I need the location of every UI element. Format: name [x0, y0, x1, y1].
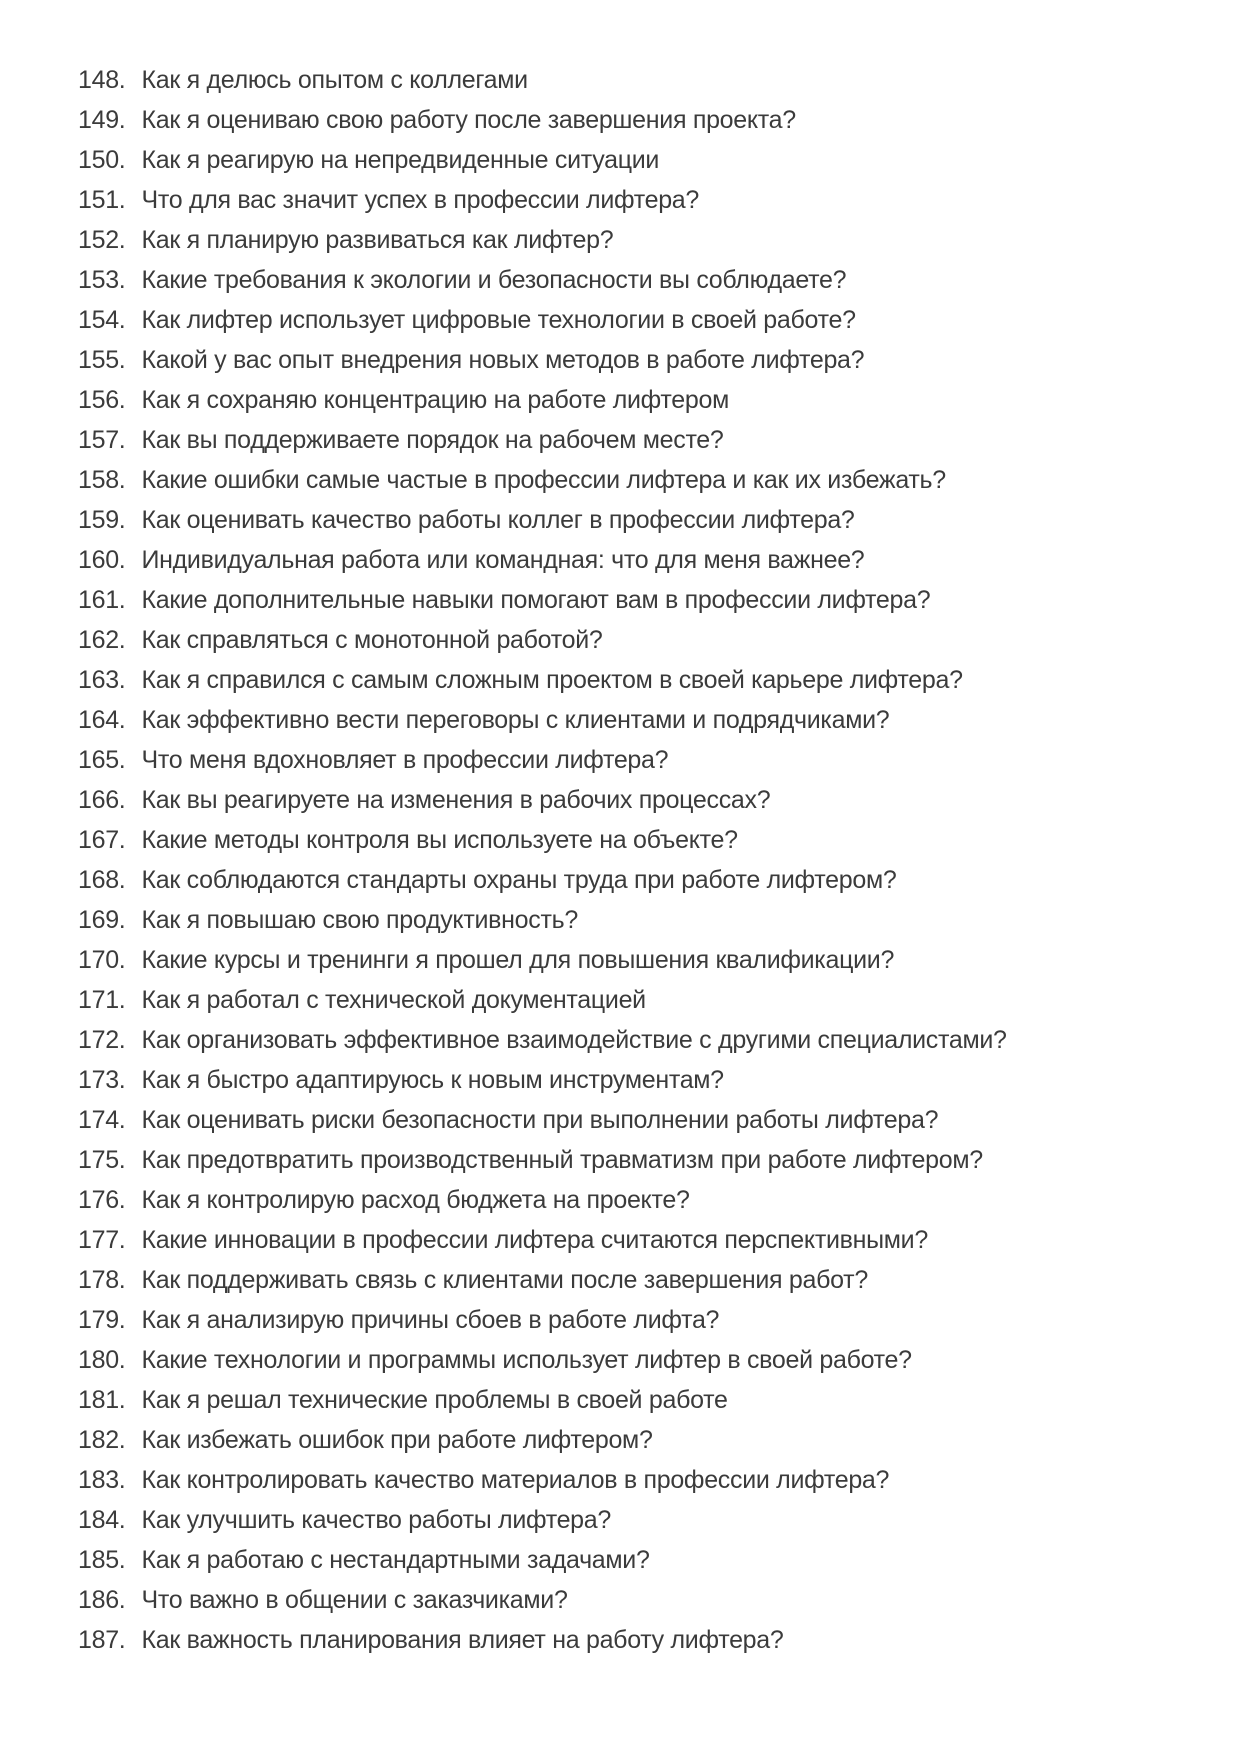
list-item [78, 940, 1209, 980]
item-number: 160. [78, 546, 126, 574]
item-text: Как я решал технические проблемы в своей работе [141, 1386, 728, 1414]
item-number: 153. [78, 266, 126, 294]
list-item [78, 380, 1209, 420]
item-number: 176. [78, 1186, 126, 1214]
item-text: Какие курсы и тренинги я прошел для повышения квалификации? [141, 946, 895, 974]
item-number: 162. [78, 626, 126, 654]
item-number: 170. [78, 946, 126, 974]
item-text: Как оценивать риски безопасности при выполнении работы лифтера? [141, 1106, 939, 1134]
list-item [78, 740, 1209, 780]
list-item [78, 1180, 1209, 1220]
item-text: Как я справился с самым сложным проектом в своей карьере лифтера? [141, 666, 963, 694]
item-number: 166. [78, 786, 126, 814]
item-number: 185. [78, 1546, 126, 1574]
list-item [78, 620, 1209, 660]
item-number: 181. [78, 1386, 126, 1414]
item-number: 155. [78, 346, 126, 374]
item-number: 171. [78, 986, 126, 1014]
item-number: 150. [78, 146, 126, 174]
list-item [78, 60, 1209, 100]
item-number: 178. [78, 1266, 126, 1294]
item-text: Как поддерживать связь с клиентами после завершения работ? [141, 1266, 868, 1294]
item-text: Как предотвратить производственный травматизм при работе лифтером? [141, 1146, 983, 1174]
list-item [78, 580, 1209, 620]
item-text: Что меня вдохновляет в профессии лифтера? [141, 746, 669, 774]
item-text: Какие ошибки самые частые в профессии лифтера и как их избежать? [141, 466, 946, 494]
item-text: Как я повышаю свою продуктивность? [141, 906, 578, 934]
item-number: 186. [78, 1586, 126, 1614]
item-text: Как я контролирую расход бюджета на проекте? [141, 1186, 690, 1214]
item-text: Как эффективно вести переговоры с клиентами и подрядчиками? [141, 706, 890, 734]
list-item [78, 1340, 1209, 1380]
item-text: Как вы реагируете на изменения в рабочих процессах? [141, 786, 771, 814]
list-item [78, 460, 1209, 500]
item-number: 165. [78, 746, 126, 774]
item-text: Как я реагирую на непредвиденные ситуации [141, 146, 660, 174]
list-item [78, 1380, 1209, 1420]
item-number: 163. [78, 666, 126, 694]
item-text: Как я планирую развиваться как лифтер? [141, 226, 614, 254]
list-item [78, 820, 1209, 860]
item-text: Что важно в общении с заказчиками? [141, 1586, 568, 1614]
item-text: Индивидуальная работа или командная: что для меня важнее? [141, 546, 865, 574]
item-number: 173. [78, 1066, 126, 1094]
list-item [78, 1540, 1209, 1580]
item-number: 154. [78, 306, 126, 334]
list-item [78, 1060, 1209, 1100]
item-number: 168. [78, 866, 126, 894]
item-number: 149. [78, 106, 126, 134]
item-number: 184. [78, 1506, 126, 1534]
item-text: Как оценивать качество работы коллег в профессии лифтера? [141, 506, 855, 534]
item-number: 167. [78, 826, 126, 854]
item-text: Как я сохраняю концентрацию на работе лифтером [141, 386, 729, 414]
item-number: 177. [78, 1226, 126, 1254]
item-text: Какие инновации в профессии лифтера считаются перспективными? [141, 1226, 928, 1254]
item-text: Как вы поддерживаете порядок на рабочем месте? [141, 426, 724, 454]
list-item [78, 100, 1209, 140]
item-number: 148. [78, 66, 126, 94]
list-item [78, 220, 1209, 260]
list-item [78, 140, 1209, 180]
list-item [78, 180, 1209, 220]
item-number: 151. [78, 186, 126, 214]
list-item [78, 1580, 1209, 1620]
item-text: Что для вас значит успех в профессии лифтера? [141, 186, 700, 214]
list-item [78, 1420, 1209, 1460]
list-item [78, 1100, 1209, 1140]
list-item [78, 900, 1209, 940]
item-number: 179. [78, 1306, 126, 1334]
item-text: Как улучшить качество работы лифтера? [141, 1506, 611, 1534]
list-item [78, 1020, 1209, 1060]
list-item [78, 420, 1209, 460]
item-number: 174. [78, 1106, 126, 1134]
item-text: Как я анализирую причины сбоев в работе лифта? [141, 1306, 720, 1334]
list-item [78, 860, 1209, 900]
item-text: Какие требования к экологии и безопасности вы соблюдаете? [141, 266, 847, 294]
item-text: Как я оцениваю свою работу после завершения проекта? [141, 106, 796, 134]
list-item [78, 340, 1209, 380]
list-item [78, 780, 1209, 820]
list-item [78, 660, 1209, 700]
list-item [78, 700, 1209, 740]
list-item [78, 1620, 1209, 1660]
item-text: Как я быстро адаптируюсь к новым инструментам? [141, 1066, 724, 1094]
item-text: Как организовать эффективное взаимодействие с другими специалистами? [141, 1026, 1007, 1054]
list-item [78, 1140, 1209, 1180]
item-number: 161. [78, 586, 126, 614]
item-number: 158. [78, 466, 126, 494]
item-number: 169. [78, 906, 126, 934]
list-item [78, 500, 1209, 540]
item-number: 175. [78, 1146, 126, 1174]
item-text: Как лифтер использует цифровые технологии в своей работе? [141, 306, 856, 334]
item-number: 172. [78, 1026, 126, 1054]
list-item [78, 1220, 1209, 1260]
list-item [78, 980, 1209, 1020]
item-text: Как я работал с технической документацией [141, 986, 646, 1014]
item-number: 182. [78, 1426, 126, 1454]
list-item [78, 260, 1209, 300]
item-number: 156. [78, 386, 126, 414]
item-text: Как я работаю с нестандартными задачами? [141, 1546, 650, 1574]
item-number: 164. [78, 706, 126, 734]
item-text: Какие дополнительные навыки помогают вам в профессии лифтера? [141, 586, 931, 614]
list-item [78, 1300, 1209, 1340]
item-text: Как важность планирования влияет на работу лифтера? [141, 1626, 784, 1654]
item-number: 183. [78, 1466, 126, 1494]
item-text: Как соблюдаются стандарты охраны труда при работе лифтером? [141, 866, 897, 894]
item-number: 159. [78, 506, 126, 534]
list-item [78, 540, 1209, 580]
item-text: Как избежать ошибок при работе лифтером? [141, 1426, 653, 1454]
item-number: 152. [78, 226, 126, 254]
list-item [78, 1260, 1209, 1300]
list-item [78, 300, 1209, 340]
list-item [78, 1500, 1209, 1540]
item-text: Как я делюсь опытом с коллегами [141, 66, 528, 94]
item-text: Какой у вас опыт внедрения новых методов в работе лифтера? [141, 346, 865, 374]
item-text: Какие методы контроля вы используете на объекте? [141, 826, 738, 854]
item-number: 157. [78, 426, 126, 454]
list-item [78, 1460, 1209, 1500]
item-text: Как контролировать качество материалов в профессии лифтера? [141, 1466, 890, 1494]
item-number: 180. [78, 1346, 126, 1374]
item-text: Как справляться с монотонной работой? [141, 626, 603, 654]
item-number: 187. [78, 1626, 126, 1654]
item-text: Какие технологии и программы использует лифтер в своей работе? [141, 1346, 912, 1374]
